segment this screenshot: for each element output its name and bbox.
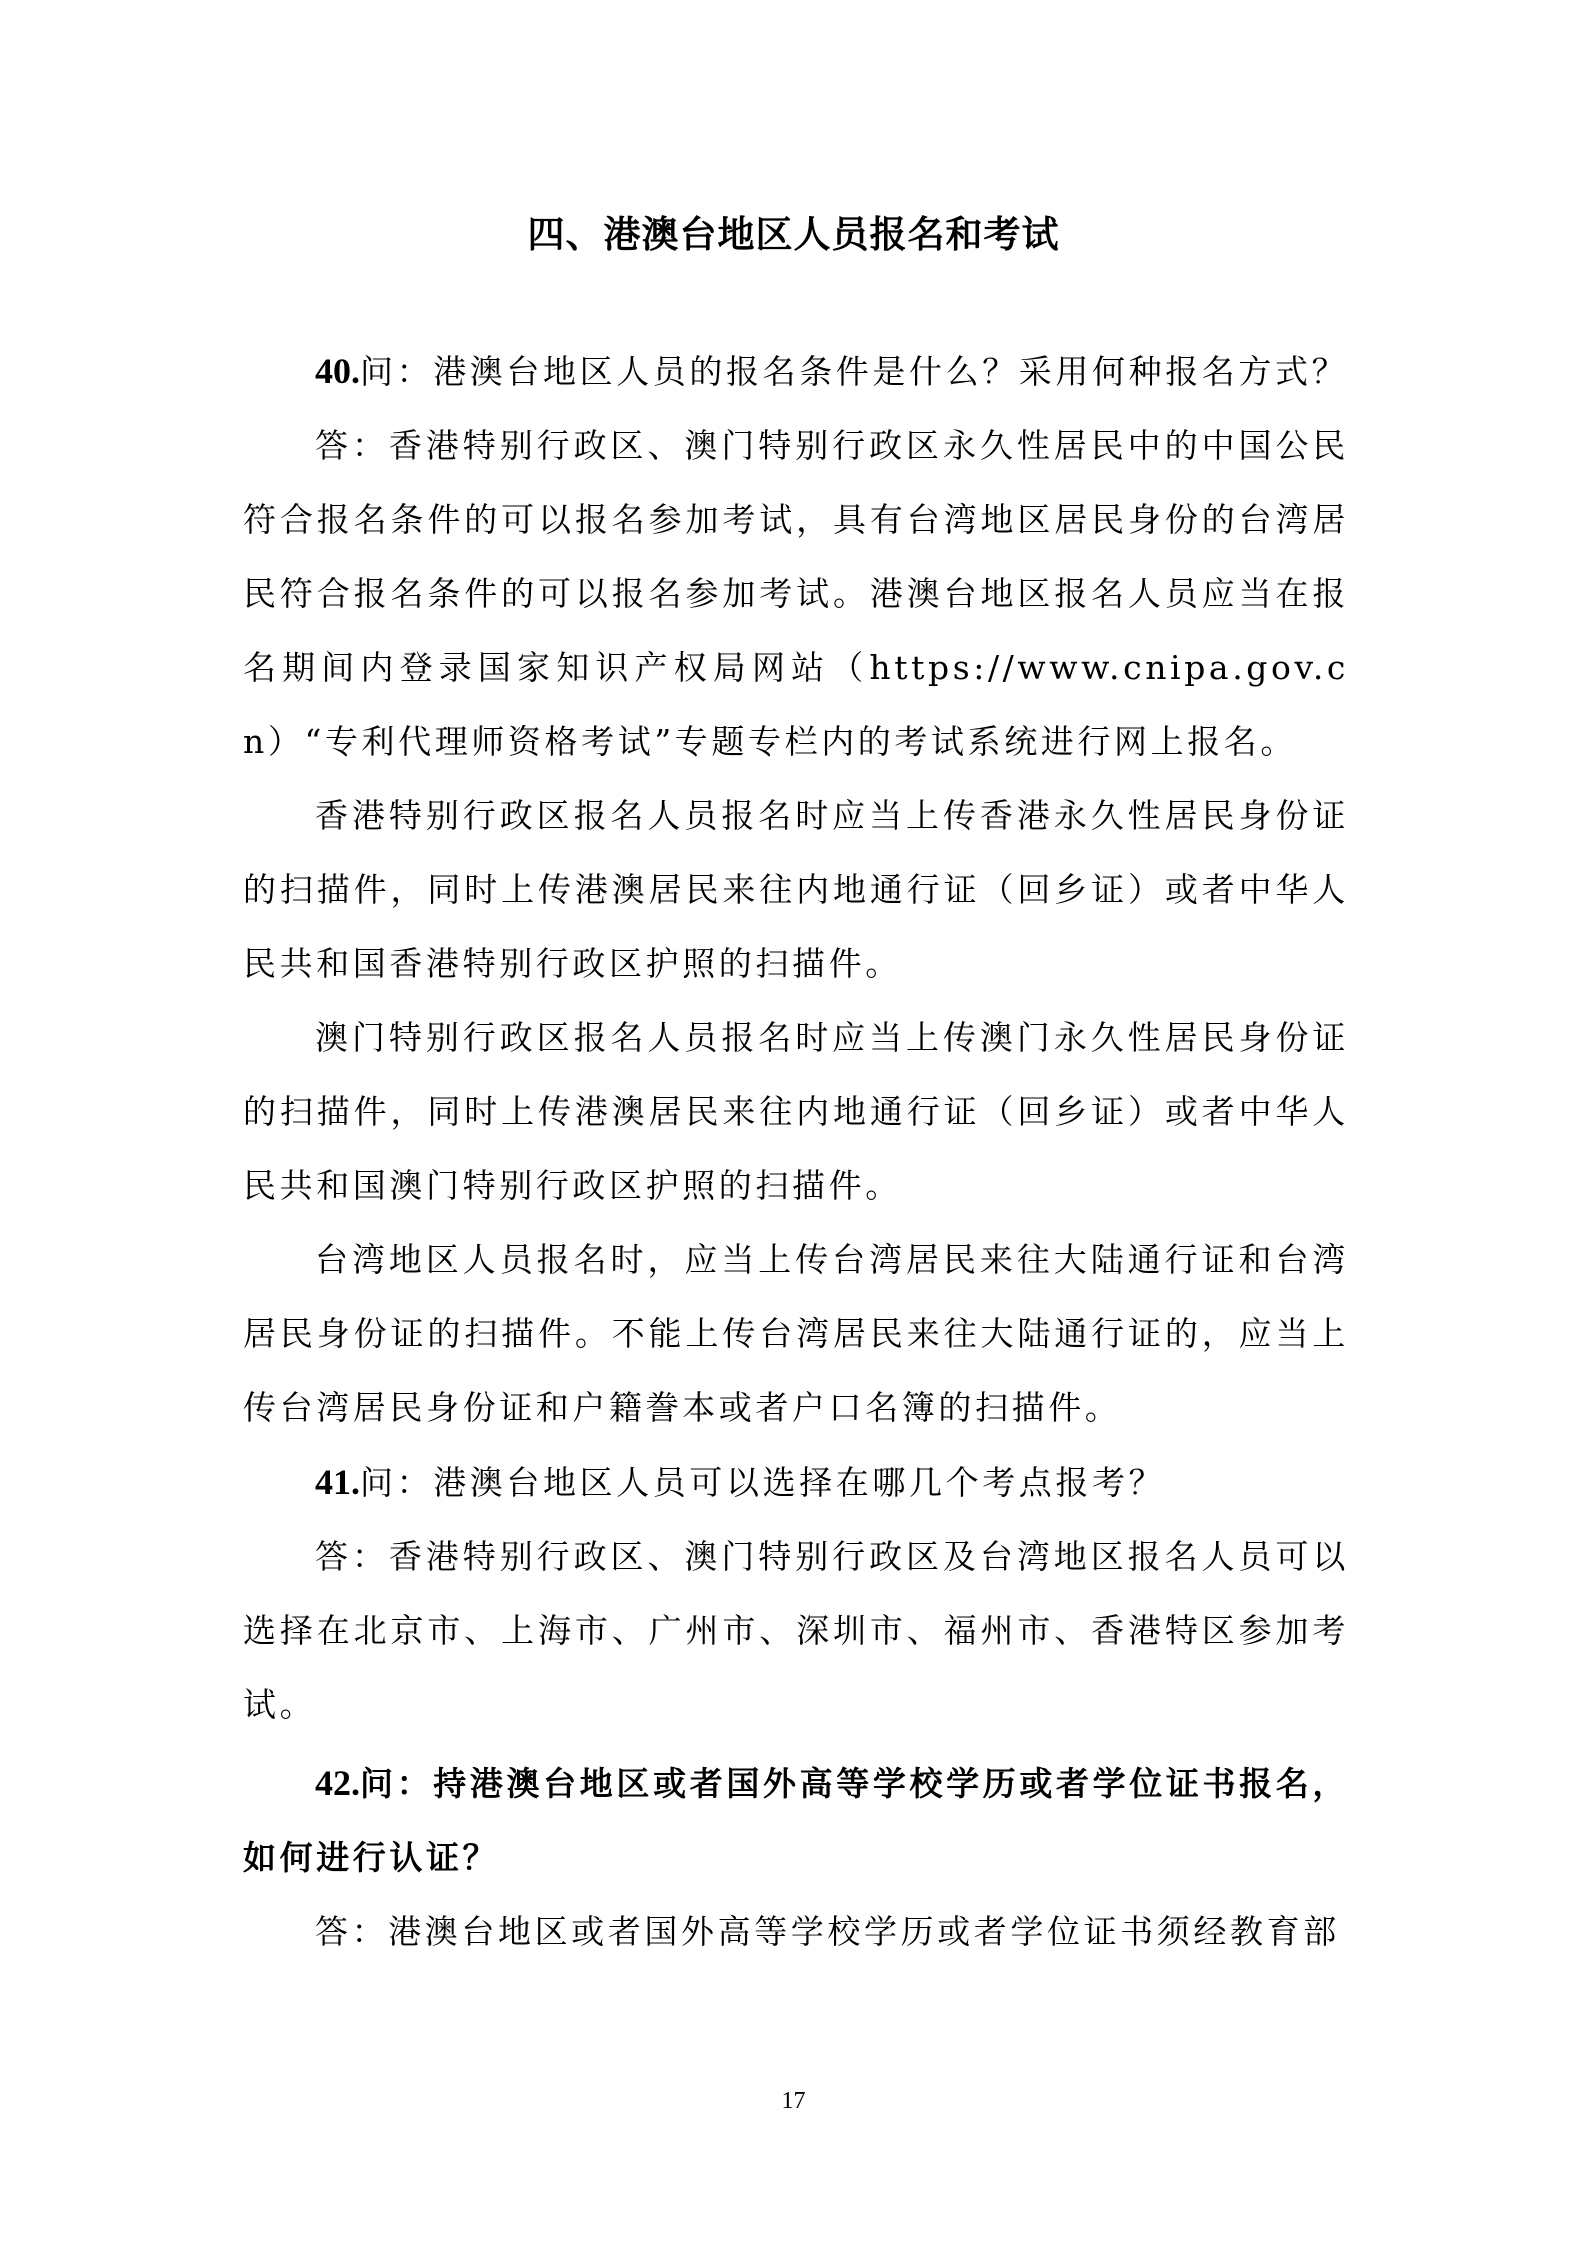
answer-paragraph: 答：香港特别行政区、澳门特别行政区及台湾地区报名人员可以选择在北京市、上海市、广州市、深圳市、福州市、香港特区参加考试。: [243, 1537, 1349, 1724]
question-text: 问：港澳台地区人员的报名条件是什么？采用何种报名方式？: [360, 352, 1349, 391]
question-number: 42.: [315, 1763, 360, 1803]
faq-content: [243, 334, 1349, 1969]
question-40: [243, 334, 1349, 409]
section-title: 四、港澳台地区人员报名和考试: [527, 212, 1060, 256]
question-42: [243, 1746, 1349, 1895]
answer-paragraph: 香港特别行政区报名人员报名时应当上传香港永久性居民身份证的扫描件，同时上传港澳居民来往内地通行证（回乡证）或者中华人民共和国香港特别行政区护照的扫描件。: [243, 796, 1349, 983]
question-41: [243, 1445, 1349, 1520]
answer-paragraph: 答：港澳台地区或者国外高等学校学历或者学位证书须经教育部: [315, 1912, 1340, 1951]
question-text: 问：港澳台地区人员可以选择在哪几个考点报考？: [360, 1463, 1166, 1502]
page-number: 17: [781, 2088, 806, 2114]
answer-paragraph: 答：香港特别行政区、澳门特别行政区永久性居民中的中国公民符合报名条件的可以报名参加考试，具有台湾地区居民身份的台湾居民符合报名条件的可以报名参加考试。港澳台地区报名人员应当在报名期间内登录国家知识产权局网站（https://www.cnipa.gov.cn）“专利代理师资格考试”专题专栏内的考试系统进行网上报名。: [243, 426, 1349, 761]
answer-paragraph: 澳门特别行政区报名人员报名时应当上传澳门永久性居民身份证的扫描件，同时上传港澳居民来往内地通行证（回乡证）或者中华人民共和国澳门特别行政区护照的扫描件。: [243, 1018, 1349, 1205]
question-number: 40.: [315, 351, 360, 391]
question-text: 问：持港澳台地区或者国外高等学校学历或者学位证书报名，如何进行认证？: [243, 1764, 1349, 1877]
answer-paragraph: 台湾地区人员报名时，应当上传台湾居民来往大陆通行证和台湾居民身份证的扫描件。不能上传台湾居民来往大陆通行证的，应当上传台湾居民身份证和户籍誊本或者户口名簿的扫描件。: [243, 1240, 1349, 1427]
question-number: 41.: [315, 1462, 360, 1502]
